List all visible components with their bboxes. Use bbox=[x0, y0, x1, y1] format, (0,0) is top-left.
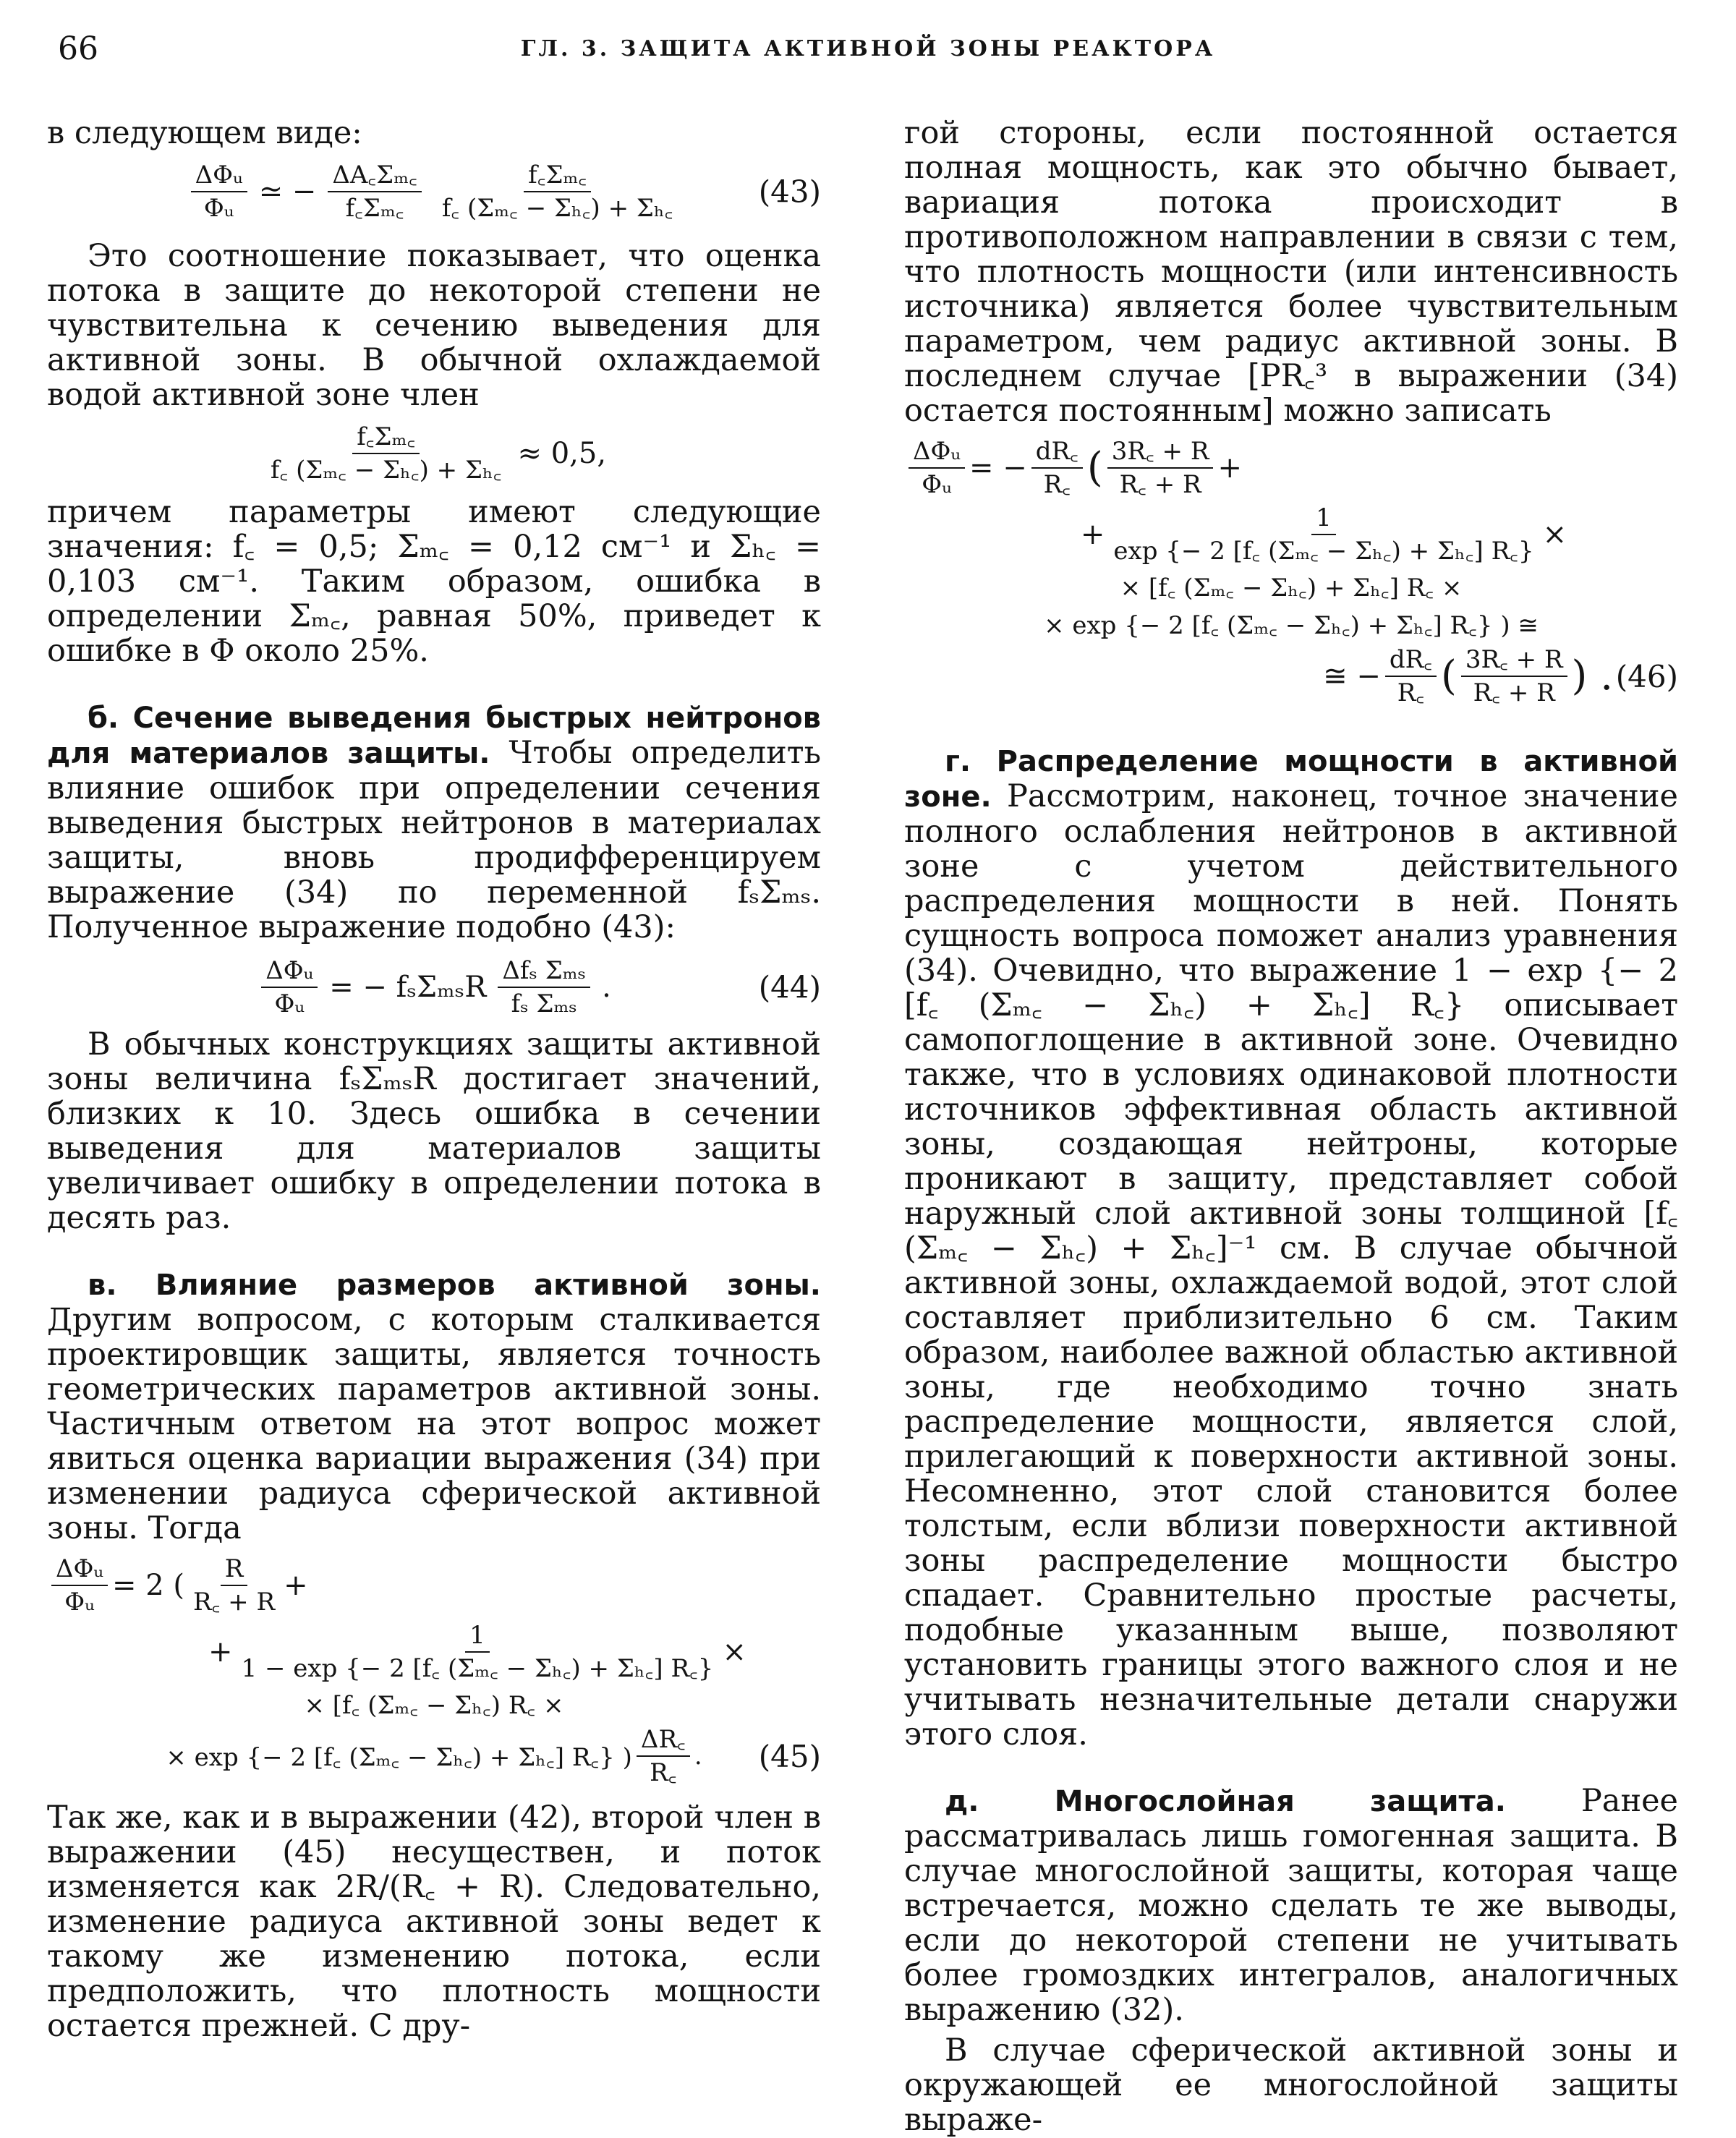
section-d-title: д. Многослойная защита. bbox=[945, 1785, 1506, 1818]
paragraph: причем параметры имеют следующие значения: f꜀ = 0,5; Σₘ꜀ = 0,12 см⁻¹ и Σₕ꜀ = 0,103 см⁻¹. Таким образом, ошибка в определении Σₘ꜀, равная 50%, приведет к ошибке в Φ около 25%. bbox=[47, 494, 821, 669]
left-column bbox=[47, 116, 821, 2043]
intro-text: в следующем виде: bbox=[47, 115, 362, 151]
equation-number: (46) bbox=[1615, 658, 1678, 694]
section-v-title: в. Влияние размеров активной зоны. bbox=[88, 1269, 821, 1302]
paragraph: Так же, как и в выражении (42), второй член в выражении (45) несуществен, и поток изменяется как 2R/(R꜀ + R). Следовательно, изменение радиуса активной зоны ведет к такому же изменению потока, если предположить, что плотность мощности остается прежней. С дру- bbox=[47, 1800, 821, 2044]
running-head: ГЛ. 3. ЗАЩИТА АКТИВНОЙ ЗОНЫ РЕАКТОРА bbox=[520, 36, 1216, 61]
section-g-title: г. Распределение мощности в активной зоне. bbox=[904, 745, 1678, 814]
equation-43: $\frac{\text{ΔΦᵤ}}{\text{Φᵤ}}$ ≃ − $\frac{\text{ΔA꜀Σₘ꜀}}{\text{f꜀Σₘ꜀}}$ $\frac{\text{f꜀Σₘ꜀}}{\text{f꜀ (Σₘ꜀ − Σₕ꜀) + Σₕ꜀}}$ (43) bbox=[47, 161, 821, 223]
equation-44: $\frac{\text{ΔΦᵤ}}{\text{Φᵤ}}$ = − fₛΣₘₛR $\frac{\text{Δfₛ Σₘₛ}}{\text{fₛ Σₘₛ}}$ . (44) bbox=[47, 956, 821, 1018]
section-b: б. Сечение выведения быстрых нейтронов для материалов защиты. Чтобы определить влияние ошибок при определении сечения выведения быстрых нейтронов в материалах защиты, вновь продифференцируем выражение (34) по переменной fₛΣₘₛ. Полученное выражение подобно (43): bbox=[47, 702, 821, 945]
equation-45: $\frac{\text{ΔΦᵤ}}{\text{Φᵤ}}$ = 2 ( $\frac{R}{R꜀ + R}$ + + $\frac{1}{\text{1 − exp \{− 2 [f꜀ (Σₘ꜀ − Σₕ꜀) + Σₕ꜀] R꜀\}}}$ × × [f꜀ (Σₘ꜀ − Σₕ꜀) R꜀ × × exp {− 2 [f꜀ (Σₘ꜀ − Σₕ꜀) + Σₕ꜀] R꜀} ) $\frac{\Delta R꜀}{R꜀}$ . (45) bbox=[47, 1554, 821, 1787]
paragraph: Это соотношение показывает, что оценка потока в защите до некоторой степени не чувствительна к сечению выведения для активной зоны. В обычной охлаждаемой водой активной зоне член bbox=[47, 238, 821, 413]
section-d: д. Многослойная защита. Ранее рассматривалась лишь гомогенная защита. В случае многослойной защиты, которая чаще встречается, можно сделать те же выводы, если до некоторой степени не учитывать более громоздких интегралов, аналогичных выражению (32). bbox=[904, 1783, 1678, 2028]
equation-number: (44) bbox=[758, 969, 821, 1005]
section-g: г. Распределение мощности в активной зоне. Рассмотрим, наконец, точное значение полного ослабления нейтронов в активной зоне с учетом действительного распределения мощности в ней. Понять сущность вопроса поможет анализ уравнения (34). Очевидно, что выражение 1 − exp {− 2 [f꜀ (Σₘ꜀ − Σₕ꜀) + Σₕ꜀] R꜀} описывает самопоглощение в активной зоне. Очевидно также, что в условиях одинаковой плотности источников эффективная область активной зоны, создающая нейтроны, которые проникают в защиту, представляет собой наружный слой активной зоны толщиной [f꜀ (Σₘ꜀ − Σₕ꜀) + Σₕ꜀]⁻¹ см. В случае обычной активной зоны, охлаждаемой водой, этот слой составляет приблизительно 6 см. Таким образом, наиболее важной областью активной зоны, где необходимо точно знать распределение мощности, является слой, прилегающий к поверхности активной зоны. Несомненно, этот слой становится более толстым, если вблизи поверхности активной зоны распределение мощности быстро спадает. Сравнительно простые расчеты, подобные указанным выше, позволяют установить границы этого важного слоя и не учитывать незначительные детали снаружи этого слоя. bbox=[904, 745, 1678, 1752]
page-header bbox=[43, 30, 1693, 74]
page-number: 66 bbox=[58, 30, 98, 67]
equation-number: (45) bbox=[758, 1738, 821, 1774]
equation-ratio: $\frac{\text{f꜀Σₘ꜀}}{\text{f꜀ (Σₘ꜀ − Σₕ꜀) + Σₕ꜀}}$ ≈ 0,5, bbox=[270, 422, 607, 485]
right-column bbox=[904, 116, 1678, 2137]
section-b-title: б. Сечение выведения быстрых нейтронов для материалов защиты. bbox=[47, 702, 821, 770]
paragraph: гой стороны, если постоянной остается полная мощность, как это обычно бывает, вариация потока происходит в противоположном направлении в связи с тем, что плотность мощности (или интенсивность источника) является более чувствительным параметром, чем радиус активной зоны. В последнем случае [PR꜀³ в выражении (34) остается постоянным] можно записать bbox=[904, 115, 1678, 429]
section-v: в. Влияние размеров активной зоны. Другим вопросом, с которым сталкивается проектировщик защиты, является точность геометрических параметров активной зоны. Частичным ответом на этот вопрос может явиться оценка вариации выражения (34) при изменении радиуса сферической активной зоны. Тогда bbox=[47, 1269, 821, 1546]
equation-number: (43) bbox=[758, 174, 821, 210]
equation-46: $\frac{\text{ΔΦᵤ}}{\text{Φᵤ}}$ = − $\frac{dR꜀}{R꜀}$ ( $\frac{3R꜀ + R}{R꜀ + R}$ + + $\frac{1}{\text{exp \{− 2 [f꜀ (Σₘ꜀ − Σₕ꜀) + Σₕ꜀] R꜀\}}}$ × × [f꜀ (Σₘ꜀ − Σₕ꜀) + Σₕ꜀] R꜀ × × exp {− 2 [f꜀ (Σₘ꜀ − Σₕ꜀) + Σₕ꜀] R꜀} ) ≅ ≅ − $\frac{dR꜀}{R꜀}$ ( $\frac{3R꜀ + R}{R꜀ + R}$ ) . (46) bbox=[904, 437, 1678, 707]
paragraph: В обычных конструкциях защиты активной зоны величина fₛΣₘₛR достигает значений, близких к 10. Здесь ошибка в сечении выведения для материалов защиты увеличивает ошибку в определении потока в десять раз. bbox=[47, 1026, 821, 1236]
paragraph: В случае сферической активной зоны и окружающей ее многослойной защиты выраже- bbox=[904, 2032, 1678, 2138]
